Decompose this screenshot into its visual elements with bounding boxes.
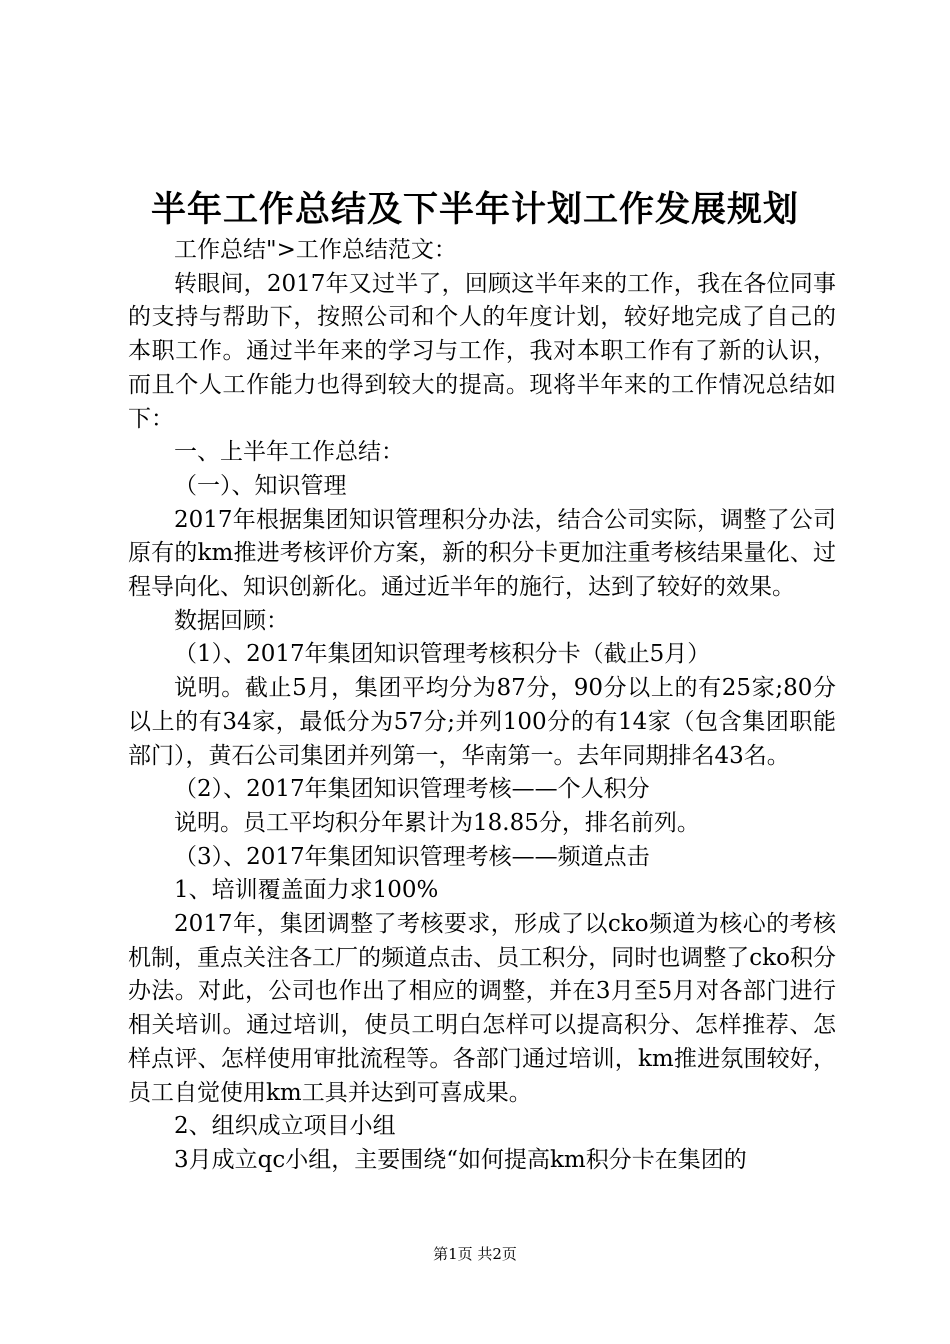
heading-item-1: （1）、2017年集团知识管理考核积分卡（截止5月） <box>174 641 711 668</box>
heading-section-1: 一、上半年工作总结： <box>174 439 404 466</box>
heading-training: 1、培训覆盖面力求100% <box>174 877 439 904</box>
document-title: 半年工作总结及下半年计划工作发展规划 <box>150 190 799 230</box>
paragraph-intro-label: 工作总结">工作总结范文： <box>174 237 457 263</box>
heading-item-3: （3）、2017年集团知识管理考核——频道点击 <box>174 843 650 870</box>
heading-item-2: （2）、2017年集团知识管理考核——个人积分 <box>174 776 650 803</box>
heading-data-review: 数据回顾： <box>174 607 289 634</box>
paragraph-knowledge: 2017年根据集团知识管理积分办法，结合公司实际，调整了公司原有的km推进考核评价方案，新的积分卡更加注重考核结果量化、过程导向化、知识创新化。通过近半年的施行，达到了较好的效果。 <box>128 506 836 601</box>
paragraph-item-2-note: 说明。员工平均积分年累计为18.85分，排名前列。 <box>174 809 700 836</box>
page-footer: 第1页 共2页 <box>433 1245 517 1263</box>
paragraph-item-1-note: 说明。截止5月，集团平均分为87分，90分以上的有25家;80分以上的有34家，最低分为57分;并列100分的有14家（包含集团职能部门），黄石公司集团并列第一，华南第一。去年同期排名43名。 <box>128 675 836 769</box>
paragraph-project-team: 3月成立qc小组，主要围绕“如何提高km积分卡在集团的 <box>174 1146 747 1173</box>
heading-project-team: 2、组织成立项目小组 <box>174 1113 396 1140</box>
heading-subsection-knowledge: （一）、知识管理 <box>174 472 347 499</box>
paragraph-opening: 转眼间，2017年又过半了，回顾这半年来的工作，我在各位同事的支持与帮助下，按照公司和个人的年度计划，较好地完成了自己的本职工作。通过半年来的学习与工作，我对本职工作有了新的认识，而且个人工作能力也得到较大的提高。现将半年来的工作情况总结如下： <box>128 270 836 432</box>
paragraph-training: 2017年，集团调整了考核要求，形成了以cko频道为核心的考核机制，重点关注各工厂的频道点击、员工积分，同时也调整了cko积分办法。对此，公司也作出了相应的调整，并在3月至5月对各部门进行相关培训。通过培训，使员工明白怎样可以提高积分、怎样推荐、怎样点评、怎样使用审批流程等。各部门通过培训，km推进氛围较好，员工自觉使用km工具并达到可喜成果。 <box>128 911 836 1106</box>
document-body <box>128 234 836 1178</box>
